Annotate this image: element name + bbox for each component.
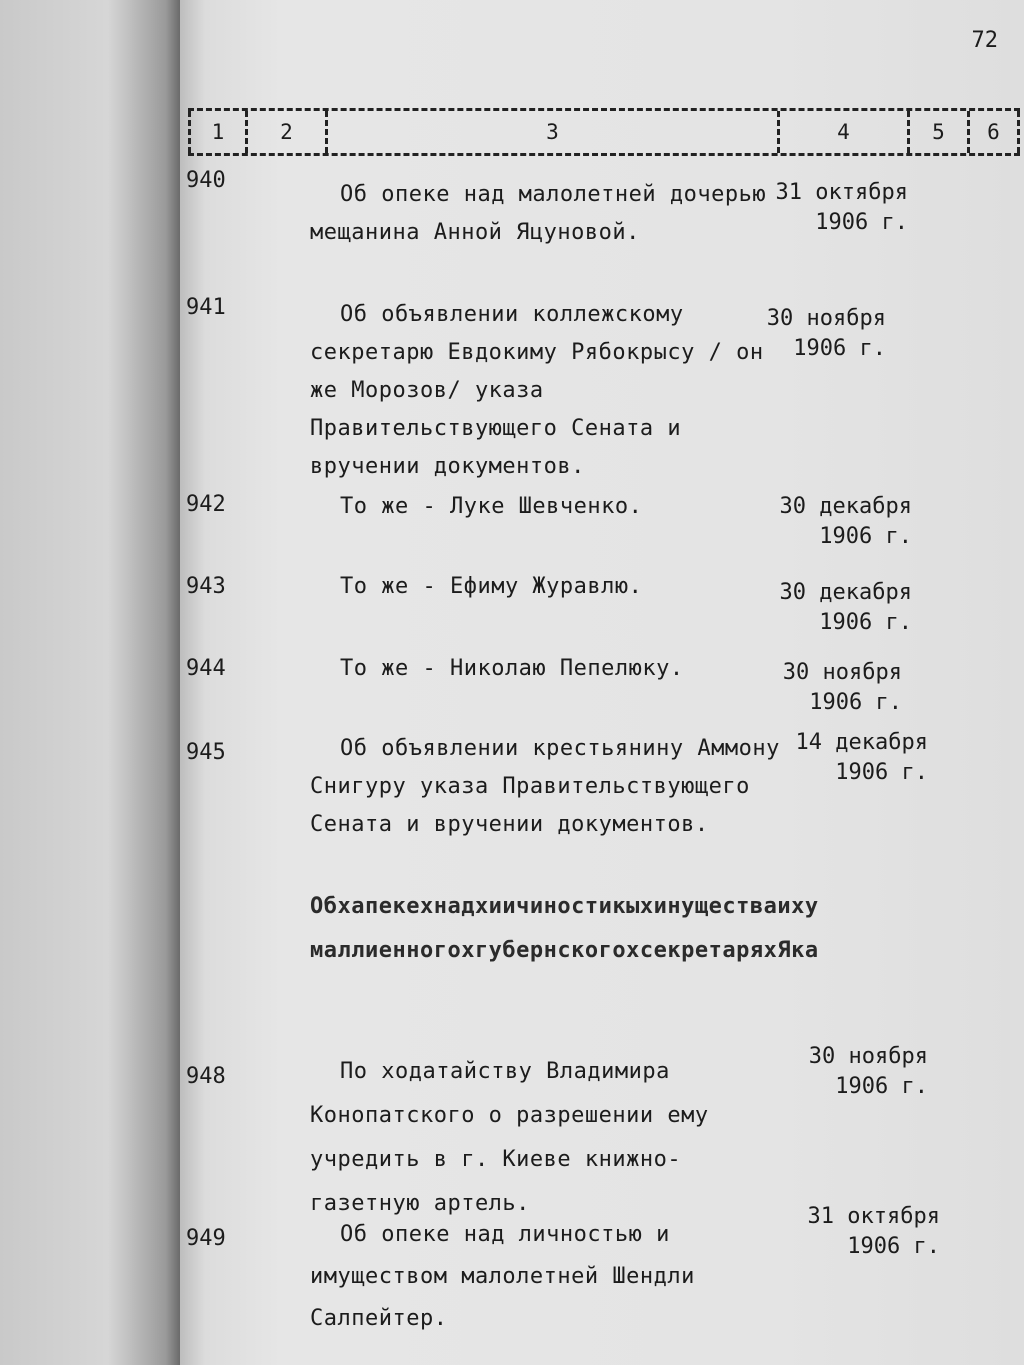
header-col-6: 6 [970, 111, 1020, 153]
page-number: 72 [971, 28, 998, 53]
header-col-3: 3 [328, 111, 780, 153]
entry-text: Об опеке над личностью и имуществом малолетней Шендли Салпейтер. [310, 1222, 695, 1331]
header-col-5: 5 [910, 111, 970, 153]
entry-number: 941 [186, 295, 226, 320]
entry-day-month: 14 декабря [795, 730, 928, 755]
entry-number: 940 [186, 168, 226, 193]
entry-text: То же - Ефиму Журавлю. [340, 574, 643, 599]
entry-text: То же - Николаю Пепелюку. [340, 656, 684, 681]
entry-text: Об объявлении крестьянину Аммону Снигуру указа Правительствующего Сената и вручении документов. [310, 736, 780, 837]
struck-through-text: Обхапекехнадхиичиностикыхинуществаиху маллиенногохгубернскогохсекретаряхЯка [310, 894, 819, 963]
entry-year: 1906 г. [847, 1234, 940, 1259]
entry-year: 1906 г. [835, 1074, 928, 1099]
left-page-edge [0, 0, 180, 1365]
entry-day-month: 30 ноября [766, 306, 886, 331]
entry-day-month: 30 декабря [779, 580, 912, 605]
entry-day-month: 30 ноября [808, 1044, 928, 1069]
entry-number: 949 [186, 1226, 226, 1251]
header-col-2: 2 [248, 111, 328, 153]
document-page [180, 0, 1024, 1365]
entry-date [762, 492, 912, 552]
entry-day-month: 30 ноября [782, 660, 902, 685]
entry-year: 1906 г. [793, 336, 886, 361]
entry-year: 1906 г. [809, 690, 902, 715]
entry-number: 943 [186, 574, 226, 599]
entry-day-month: 31 октября [775, 180, 908, 205]
header-col-4: 4 [780, 111, 910, 153]
entry-number: 945 [186, 740, 226, 765]
entry-date [752, 658, 902, 718]
entry-day-month: 31 октября [807, 1204, 940, 1229]
column-header [188, 108, 1020, 156]
entry-day-month: 30 декабря [779, 494, 912, 519]
entry-date [758, 178, 908, 238]
entry-text: Об опеке над малолетней дочерью мещанина Анной Яцуновой. [310, 182, 767, 245]
entry-year: 1906 г. [819, 610, 912, 635]
entry-number: 948 [186, 1064, 226, 1089]
entry-date [778, 1042, 928, 1102]
entry-number: 942 [186, 492, 226, 517]
entry-text: По ходатайству Владимира Конопатского о разрешении ему учредить в г. Киеве книжно-газетную артель. [310, 1059, 709, 1216]
entry-number: 944 [186, 656, 226, 681]
entry-year: 1906 г. [835, 760, 928, 785]
entry-date [778, 728, 928, 788]
entry-date [762, 578, 912, 638]
header-col-1: 1 [188, 111, 248, 153]
entry-text: То же - Луке Шевченко. [340, 494, 643, 519]
entry-text: Об объявлении коллежскому секретарю Евдокиму Рябокрысу / он же Морозов/ указа Правительствующего Сената и вручении документов. [310, 302, 764, 479]
entry-year: 1906 г. [819, 524, 912, 549]
entry-year: 1906 г. [815, 210, 908, 235]
entry-date [736, 304, 886, 364]
entry-date [790, 1202, 940, 1262]
